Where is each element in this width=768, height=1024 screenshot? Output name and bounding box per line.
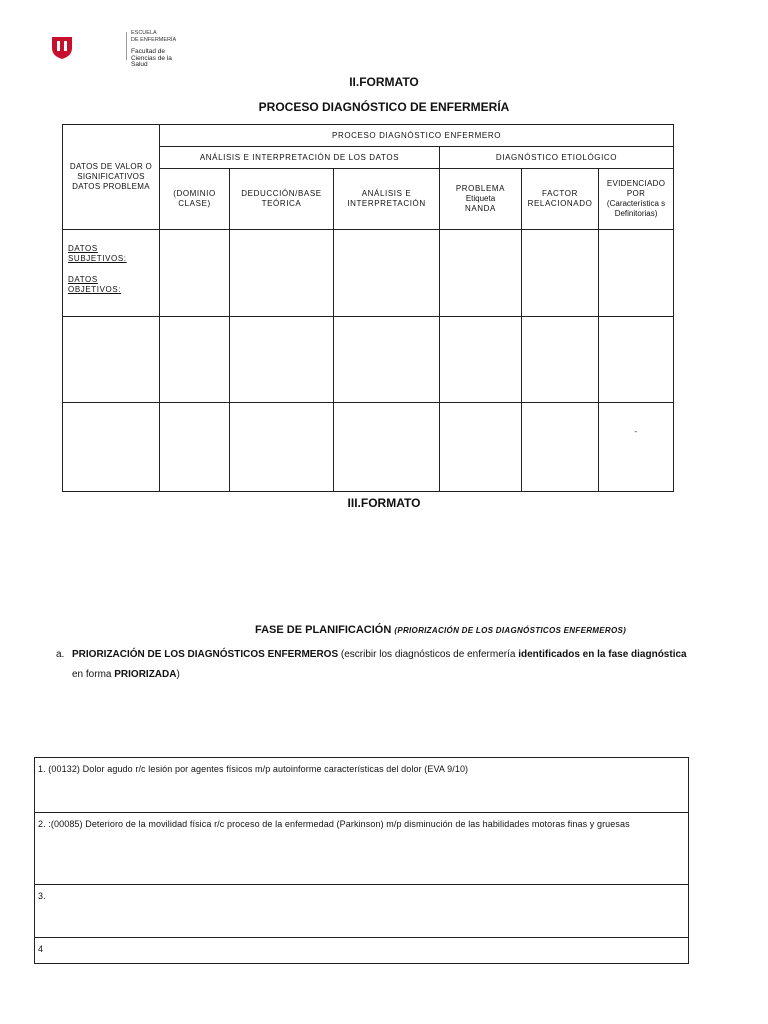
- priority-row-4[interactable]: 4: [35, 937, 688, 963]
- table-cell[interactable]: [522, 317, 599, 403]
- instruction-bold-3: PRIORIZADA: [114, 669, 177, 680]
- planning-title-italic: (PRIORIZACIÓN DE LOS DIAGNÓSTICOS ENFERMEROS): [394, 626, 627, 635]
- table-cell[interactable]: [334, 317, 440, 403]
- logo-line-2: DE ENFERMERÍA: [131, 36, 177, 43]
- header-analisis-interpretacion: ANÁLISIS E INTERPRETACIÓN: [334, 169, 440, 230]
- evidence-dash: -: [634, 427, 638, 436]
- priority-row-1[interactable]: 1. (00132) Dolor agudo r/c lesión por agentes físicos m/p autoinforme características del dolor (EVA 9/10): [38, 764, 469, 774]
- instruction-text-1: (escribir los diagnósticos de enfermería: [338, 649, 519, 660]
- table-cell[interactable]: [230, 403, 334, 492]
- planning-title: [255, 624, 626, 636]
- header-deduccion-base: DEDUCCIÓN/BASE TEÓRICA: [230, 169, 334, 230]
- header-datos-valor: DATOS DE VALOR O SIGNIFICATIVOS DATOS PROBLEMA: [63, 125, 160, 230]
- table-cell[interactable]: [599, 230, 674, 317]
- instruction-text-3: ): [176, 669, 180, 680]
- header-factor-relacionado: FACTOR RELACIONADO: [522, 169, 599, 230]
- university-crest-icon: [50, 34, 74, 60]
- section-3-title: III.FORMATO: [347, 496, 421, 510]
- instruction-text-2: en forma: [72, 669, 115, 680]
- priority-row-3[interactable]: 3.: [35, 884, 688, 937]
- header-problema-line1: PROBLEMA: [455, 184, 506, 193]
- header-proceso-diagnostico: PROCESO DIAGNÓSTICO ENFERMERO: [160, 125, 674, 147]
- table-cell[interactable]: [63, 317, 160, 403]
- table-row: [63, 317, 674, 403]
- priority-row-2[interactable]: 2. :(00085) Deterioro de la movilidad física r/c proceso de la enfermedad (Parkinson) m/p disminución de las habilidades motoras finas y gruesas: [35, 812, 688, 884]
- priority-diagnoses-table: [34, 757, 689, 964]
- logo-text: [131, 30, 190, 69]
- school-logo: [50, 30, 190, 68]
- datos-subjetivos-label: DATOS SUBJETIVOS:: [68, 244, 127, 263]
- header-analisis-datos: ANÁLISIS E INTERPRETACIÓN DE LOS DATOS: [160, 147, 440, 169]
- section-2-subtitle: PROCESO DIAGNÓSTICO DE ENFERMERÍA: [258, 100, 510, 114]
- table-cell[interactable]: [599, 403, 674, 492]
- datos-cell[interactable]: [63, 230, 160, 317]
- logo-line-3: Facultad de Ciencias de la Salud: [131, 48, 172, 68]
- table-cell[interactable]: [160, 230, 230, 317]
- table-cell[interactable]: [599, 317, 674, 403]
- diagnostic-process-table: [62, 124, 674, 492]
- table-row: [63, 230, 674, 317]
- logo-separator: [126, 32, 127, 60]
- table-cell[interactable]: [334, 403, 440, 492]
- table-cell[interactable]: [440, 317, 522, 403]
- logo-line-1: ESCUELA: [131, 30, 157, 36]
- table-cell[interactable]: [160, 403, 230, 492]
- table-cell[interactable]: [440, 230, 522, 317]
- header-problema: [440, 169, 522, 230]
- instruction-bold-1: PRIORIZACIÓN DE LOS DIAGNÓSTICOS ENFERMEROS: [72, 649, 339, 660]
- header-evidenciado-por: [599, 169, 674, 230]
- table-cell[interactable]: [522, 230, 599, 317]
- table-cell[interactable]: [230, 317, 334, 403]
- datos-objetivos-label: DATOS OBJETIVOS:: [68, 275, 122, 294]
- header-problema-line3: NANDA: [464, 204, 496, 213]
- header-evidenciado-line2: (Característica s Definitorias): [606, 199, 666, 218]
- instruction-bold-2: identificados en la fase diagnóstica: [518, 649, 687, 660]
- table-cell[interactable]: [160, 317, 230, 403]
- table-cell[interactable]: [230, 230, 334, 317]
- planning-instruction: [56, 645, 716, 685]
- section-2-title: II.FORMATO: [349, 75, 419, 89]
- table-cell[interactable]: [63, 403, 160, 492]
- table-cell[interactable]: [522, 403, 599, 492]
- list-marker: a.: [56, 649, 65, 660]
- header-problema-line2: Etiqueta: [465, 194, 496, 203]
- header-evidenciado-line1: EVIDENCIADO POR: [606, 179, 666, 198]
- table-cell[interactable]: [440, 403, 522, 492]
- planning-title-text: FASE DE PLANIFICACIÓN: [255, 624, 392, 636]
- header-diagnostico-etiologico: DIAGNÓSTICO ETIOLÓGICO: [440, 147, 674, 169]
- header-dominio-clase: (DOMINIO CLASE): [160, 169, 230, 230]
- table-row: [63, 403, 674, 492]
- table-cell[interactable]: [334, 230, 440, 317]
